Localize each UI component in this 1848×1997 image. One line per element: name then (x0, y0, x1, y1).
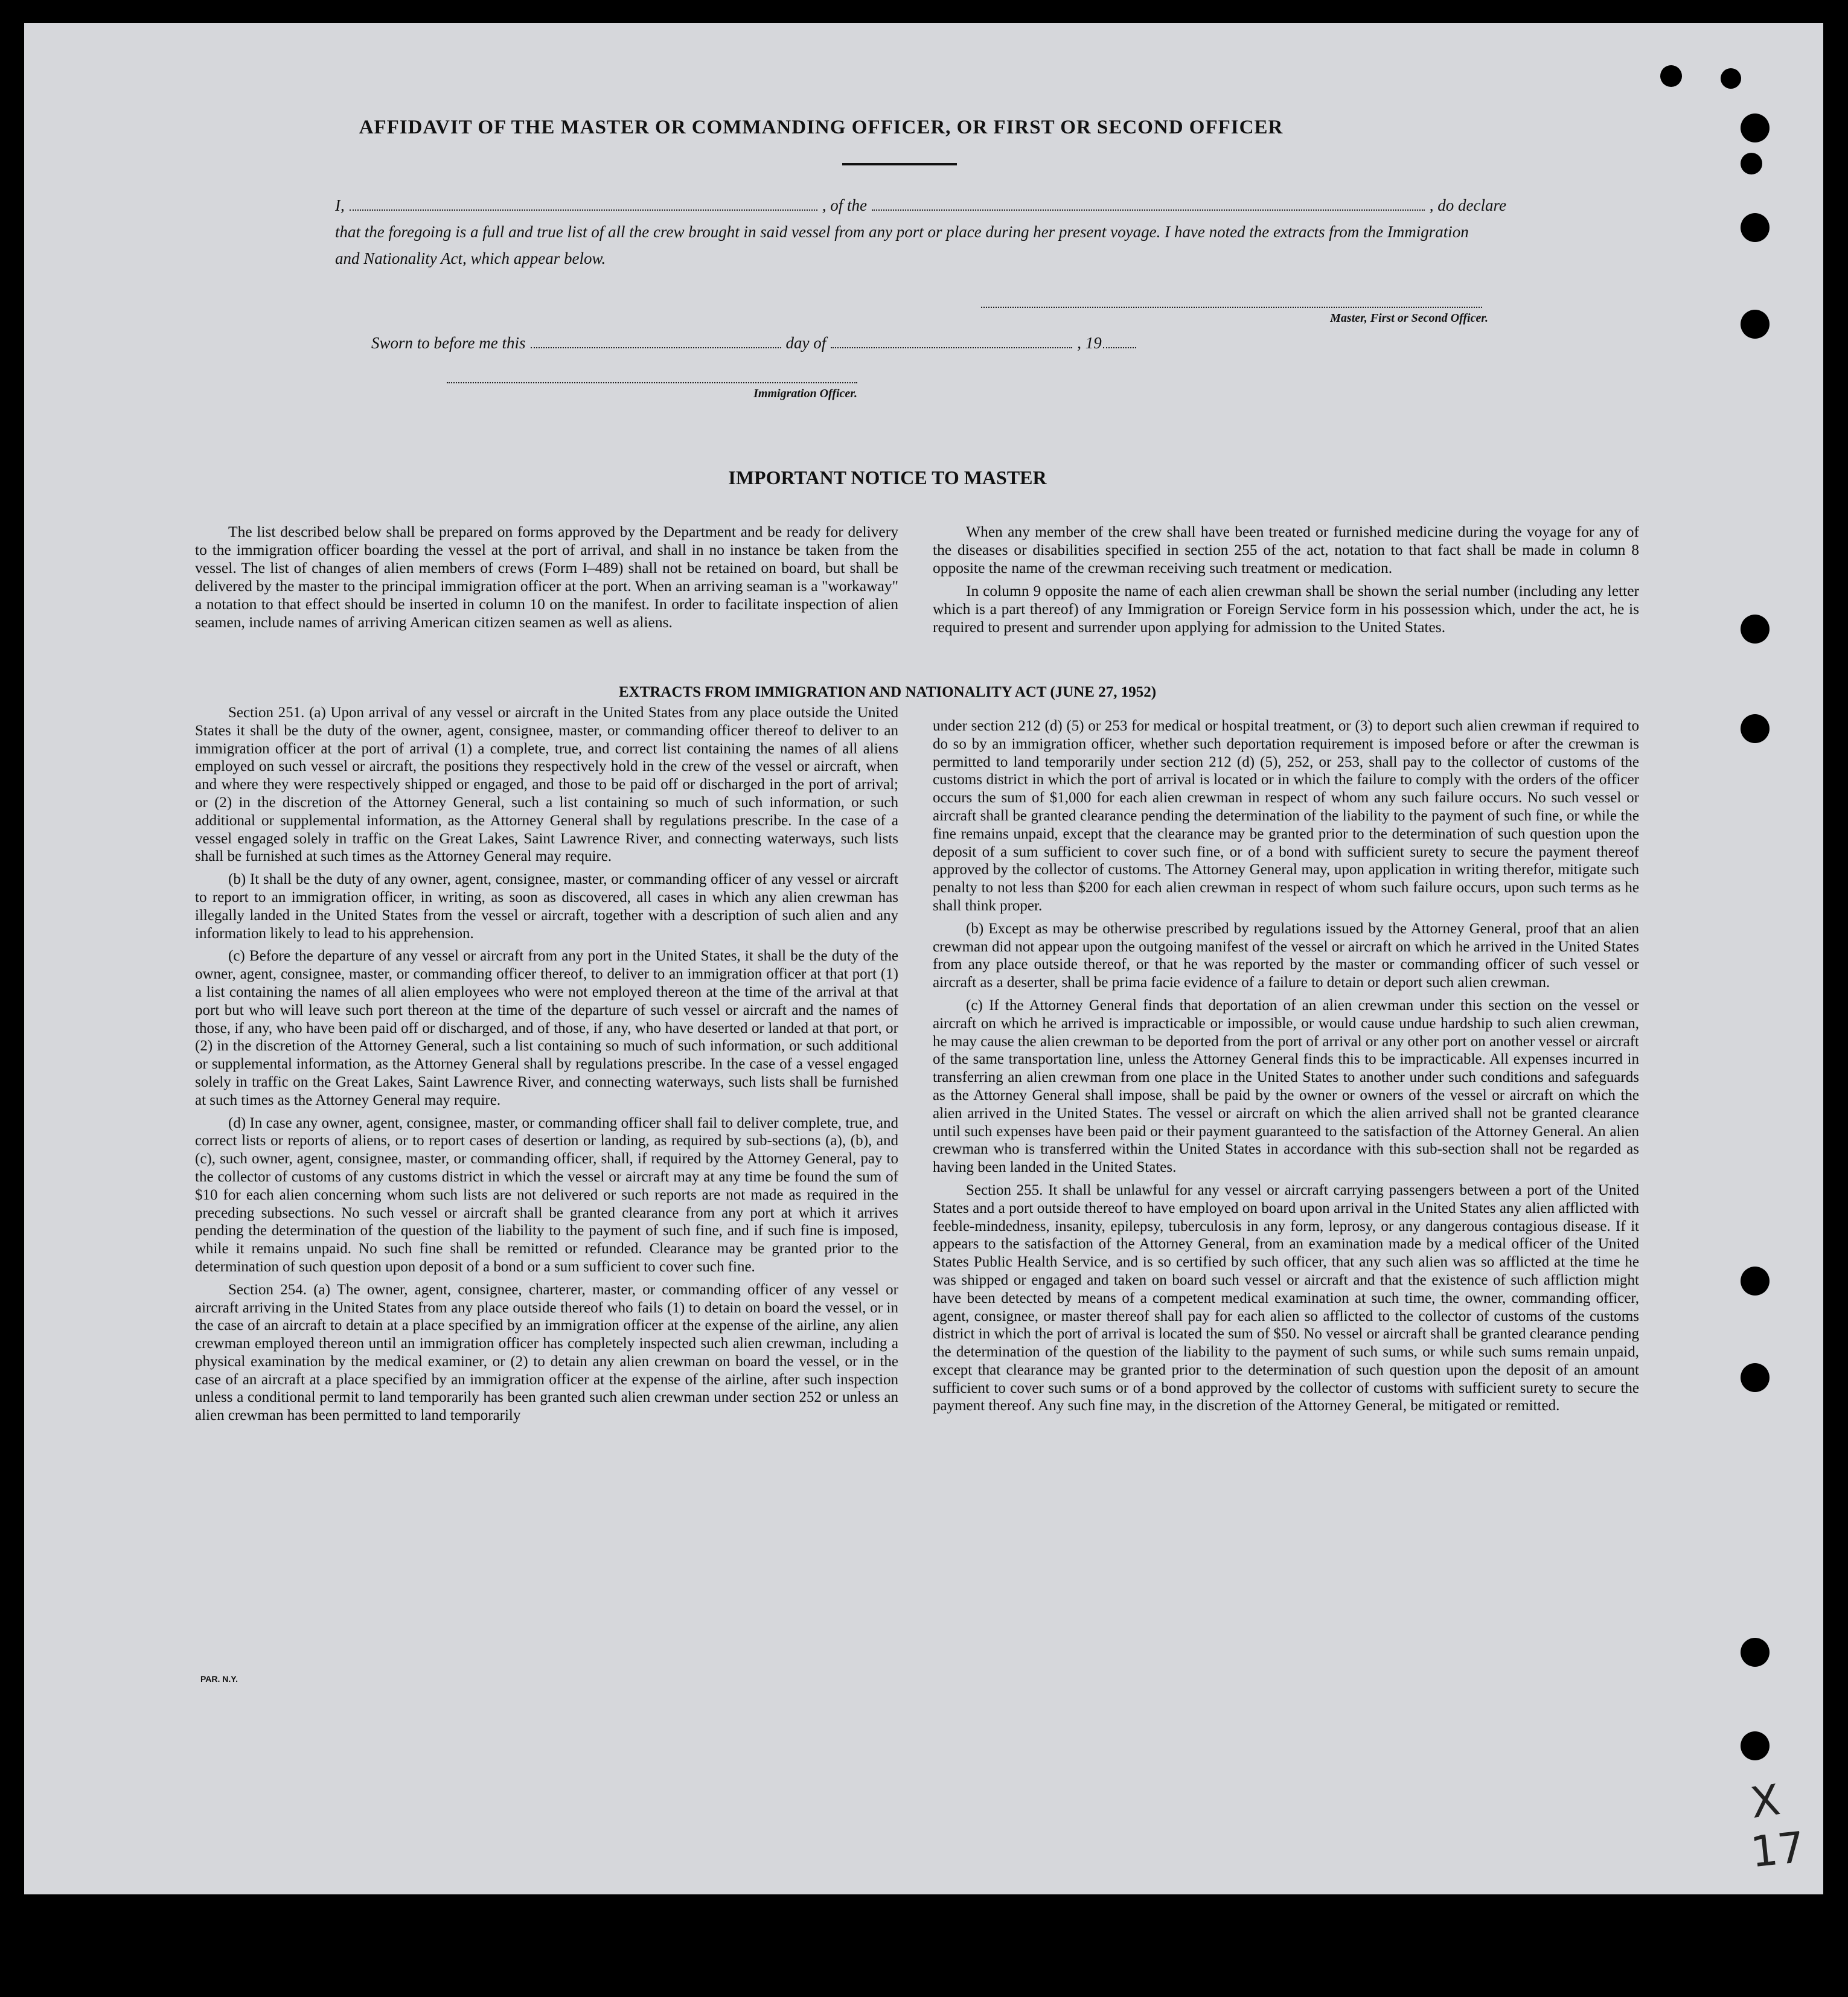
punch-hole (1741, 714, 1770, 743)
declaration-block (335, 192, 1506, 272)
declarant-name-field[interactable] (350, 201, 817, 211)
form-code: PAR. N.Y. (200, 1674, 238, 1684)
notice-paragraph: The list described below shall be prepared on forms approved by the Department and be ready for delivery to the immigration officer boarding the vessel at the port of arrival, and shall in no instance be taken from the vessel. The list of changes of alien members of crews (Form I–489) shall not be retained on board, but shall be delivered by the master to the principal immigration officer at the port. When an arriving seaman is a "workaway" a notation to that effect should be inserted in column 10 on the manifest. In order to facilitate inspection of alien seamen, include names of arriving American citizen seamen as well as aliens. (195, 523, 898, 631)
sworn-label: Sworn to before me this (371, 334, 526, 352)
handwritten-number: 17 (1748, 1822, 1808, 1877)
section-251a: Section 251. (a) Upon arrival of any vessel or aircraft in the United States from any place outside the United States it shall be the duty of the owner, agent, consignee, master, or commanding officer thereof to deliver to an immigration officer at the port of arrival (1) a complete, true, and correct list containing the names of all aliens employed on such vessel or aircraft, the positions they respectively hold in the crew of the vessel or aircraft, when and where they were respectively shipped or engaged, and those to be paid off or discharged in the port of arrival; or (2) in the discretion of the Attorney General, such a list containing so much of such information, or such additional or supplemental information, as the Attorney General shall by regulations prescribe. In the case of a vessel engaged solely in traffic on the Great Lakes, Saint Lawrence River, and connecting waterways, such lists shall be furnished at such times as the Attorney General may require. (195, 705, 898, 865)
notice-right-column (933, 523, 1639, 641)
punch-hole (1721, 68, 1741, 89)
notice-title: IMPORTANT NOTICE TO MASTER (728, 467, 1047, 488)
punch-hole (1741, 213, 1770, 242)
section-251d: (d) In case any owner, agent, consignee, master, or commanding officer shall fail to deliver complete, true, and correct lists or reports of aliens, or to report cases of desertion or landing, as required by sub-sections (a), (b), and (c), such owner, agent, consignee, master, or commanding officer, shall, if required by the Attorney General, pay to the collector of customs of any customs district in which the vessel or aircraft may at any time be found the sum of $10 for each alien concerning whom such lists are not delivered or such reports are not made as required in the preceding subsections. No such vessel or aircraft shall be granted clearance from any port at which it arrives pending the determination of the question of the liability to the payment of such fine, and if such fine is imposed, while it remains unpaid. No such fine shall be remitted or refunded. Clearance may be granted prior to the determination of such question upon deposit of a bond or a sum sufficient to cover such fine. (195, 1114, 898, 1275)
declaration-text: that the foregoing is a full and true list of all the crew brought in said vessel from any port or place during her present voyage. I have noted the extracts from the Immigration and Nationality Act, which appear below. (335, 223, 1469, 267)
punch-hole (1741, 1363, 1770, 1392)
sworn-year-field[interactable] (1103, 339, 1136, 348)
section-254b: (b) Except as may be otherwise prescribed by regulations issued by the Attorney General, proof that an alien crewman did not appear upon the outgoing manifest of the vessel or aircraft on which he arrived in the United States from any place outside thereof, or that he was reported by the master or commanding officer of such vessel or aircraft as a deserter, shall be prima facie evidence of a failure to detain or deport such alien crewman. (933, 920, 1639, 991)
immigration-officer-signature-field[interactable] (447, 382, 857, 383)
sworn-line (371, 334, 1229, 353)
punch-hole (1741, 310, 1770, 339)
punch-hole (1660, 65, 1682, 87)
punch-hole (1741, 1638, 1770, 1667)
affidavit-title: AFFIDAVIT OF THE MASTER OR COMMANDING OFFICER, OR FIRST OR SECOND OFFICER (359, 117, 1284, 138)
immigration-officer-caption: Immigration Officer. (753, 387, 857, 400)
extracts-title: EXTRACTS FROM IMMIGRATION AND NATIONALITY ACT (JUNE 27, 1952) (618, 684, 1157, 700)
punch-hole (1741, 113, 1770, 142)
declaration-line (335, 192, 1506, 219)
do-declare-label: , do declare (1429, 196, 1506, 214)
vessel-name-field[interactable] (872, 201, 1425, 211)
section-254a: Section 254. (a) The owner, agent, consignee, charterer, master, or commanding officer of any vessel or aircraft arriving in the United States from any place outside thereof who fails (1) to detain on board the vessel, or in the case of an aircraft to detain at a place specified by an immigration officer at the expense of the airline, any alien crewman employed thereon until an immigration officer has completely inspected such alien crewman, including a physical examination by the medical examiner, or (2) to detain any alien crewman on board the vessel, or in the case of an aircraft at a place specified by an immigration officer at the expense of the airline, after such inspection unless a conditional permit to land temporarily has been granted such alien crewman under section 252 or unless an alien crewman has been permitted to land temporarily (195, 1281, 898, 1424)
section-255: Section 255. It shall be unlawful for any vessel or aircraft carrying passengers between a port of the United States and a port outside thereof to have employed on board upon arrival in the United States any alien afflicted with feeble-mindedness, insanity, epilepsy, tuberculosis in any form, leprosy, or any dangerous contagious disease. If it appears to the satisfaction of the Attorney General, from an examination made by a medical officer of the United States Public Health Service, and is so certified by such officer, that any such alien was so afflicted at the time he was shipped or engaged and taken on board such vessel or aircraft and that the existence of such affliction might have been detected by means of a competent medical examination at such time, the owner, commanding officer, agent, consignee, or master thereof shall pay for each alien so afflicted to the collector of customs of the customs district in which the port of arrival is located the sum of $50. No vessel or aircraft shall be granted clearance pending the determination of the question of the liability to the payment of such sums, or while such sums remain unpaid, except that clearance may be granted prior to the determination of such question upon the deposit of an amount sufficient to cover such sums or of a bond approved by the collector of customs with sufficient surety to secure the payment thereof. Any such fine may, in the discretion of the Attorney General, be mitigated or remitted. (933, 1181, 1639, 1414)
punch-hole (1741, 1267, 1770, 1296)
of-the-label: , of the (822, 196, 867, 214)
extracts-left-column (195, 704, 898, 1430)
sworn-day-field[interactable] (531, 339, 781, 348)
notice-left-column (195, 523, 898, 636)
section-251c: (c) Before the departure of any vessel or aircraft from any port in the United States, it shall be the duty of the owner, agent, consignee, master, or commanding officer thereof, to deliver to an immigration officer at that port (1) a list containing the names of all alien employees who were not employed thereon at the time of the arrival at that port but who will leave such port thereon at the time of the departure of such vessel or aircraft and the names of those, if any, who have been paid off or discharged, and of those, if any, who have deserted or landed at that port, or (2) in the discretion of the Attorney General, such a list containing so much of such information, or such additional or supplemental information, as the Attorney General shall by regulations prescribe. In the case of a vessel engaged solely in traffic on the Great Lakes, Saint Lawrence River, and connecting waterways, such lists shall be furnished at such times as the Attorney General may require. (195, 948, 898, 1108)
section-254a-continued: under section 212 (d) (5) or 253 for medical or hospital treatment, or (3) to deport such alien crewman if required to do so by an immigration officer, whether such deportation requirement is imposed before or after the crewman is permitted to land temporarily under section 212 (d) (5), 252, or 253, shall pay to the collector of customs of the customs district in which the port of arrival is located or in which the failure to comply with the orders of the officer occurs the sum of $1,000 for each alien crewman in respect of whom any such failure occurs. No such vessel or aircraft shall be granted clearance pending the determination of the liability to the payment of such fine, or while the fine remains unpaid, except that the clearance may be granted prior to the determination of such question upon the deposit of a sum sufficient to cover such fine, or of a bond with sufficient surety to secure the payment thereof approved by the collector of customs. The Attorney General may, upon application in writing therefor, mitigate such penalty to not less than $200 for each alien crewman in respect of whom such failure occurs, upon such terms as he shall think proper. (933, 718, 1639, 914)
notice-paragraph: When any member of the crew shall have been treated or furnished medicine during the voyage for any of the diseases or disabilities specified in section 255 of the act, notation to that fact shall be made in column 8 opposite the name of the crewman receiving such treatment or medication. (933, 523, 1639, 577)
declarant-prefix: I, (335, 196, 345, 214)
punch-hole (1741, 615, 1770, 644)
year-label: , 19 (1077, 334, 1102, 352)
section-254c: (c) If the Attorney General finds that deportation of an alien crewman under this section on the vessel or aircraft on which he arrived is impracticable or impossible, or would cause undue hardship to such alien crewman, he may cause the alien crewman to be deported from the port of arrival or any other port on another vessel or aircraft of the same transportation line, unless the Attorney General finds this to be impracticable. All expenses incurred in transferring an alien crewman from one place in the United States to another under such conditions and safeguards as the Attorney General shall impose, shall be paid by the owner or owners of the vessel or aircraft on which the alien arrived in the United States. The vessel or aircraft on which the alien arrived shall not be granted clearance until such expenses have been paid or their payment guaranteed to the satisfaction of the Attorney General. An alien crewman who is transferred within the United States in accordance with this sub-section shall not be regarded as having been landed in the United States. (933, 997, 1639, 1176)
punch-hole (1741, 1731, 1770, 1760)
master-signature-caption: Master, First or Second Officer. (1330, 312, 1488, 325)
title-rule (842, 163, 957, 165)
document-page (24, 23, 1823, 1894)
master-signature-field[interactable] (981, 307, 1482, 308)
sworn-month-field[interactable] (831, 339, 1072, 348)
notice-paragraph: In column 9 opposite the name of each alien crewman shall be shown the serial number (including any letter which is a part thereof) of any Immigration or Foreign Service form in his possession which, under the act, he is required to present and surrender upon applying for admission to the United States. (933, 582, 1639, 636)
day-of-label: day of (785, 334, 826, 352)
punch-hole (1741, 153, 1762, 174)
handwritten-x-mark: X (1747, 1775, 1783, 1828)
section-251b: (b) It shall be the duty of any owner, agent, consignee, master, or commanding officer of any vessel or aircraft to report to an immigration officer, in writing, as soon as discovered, all cases in which any alien crewman has illegally landed in the United States from the vessel or aircraft, together with a description of such alien and any information likely to lead to his apprehension. (195, 871, 898, 942)
extracts-right-column (933, 717, 1639, 1420)
